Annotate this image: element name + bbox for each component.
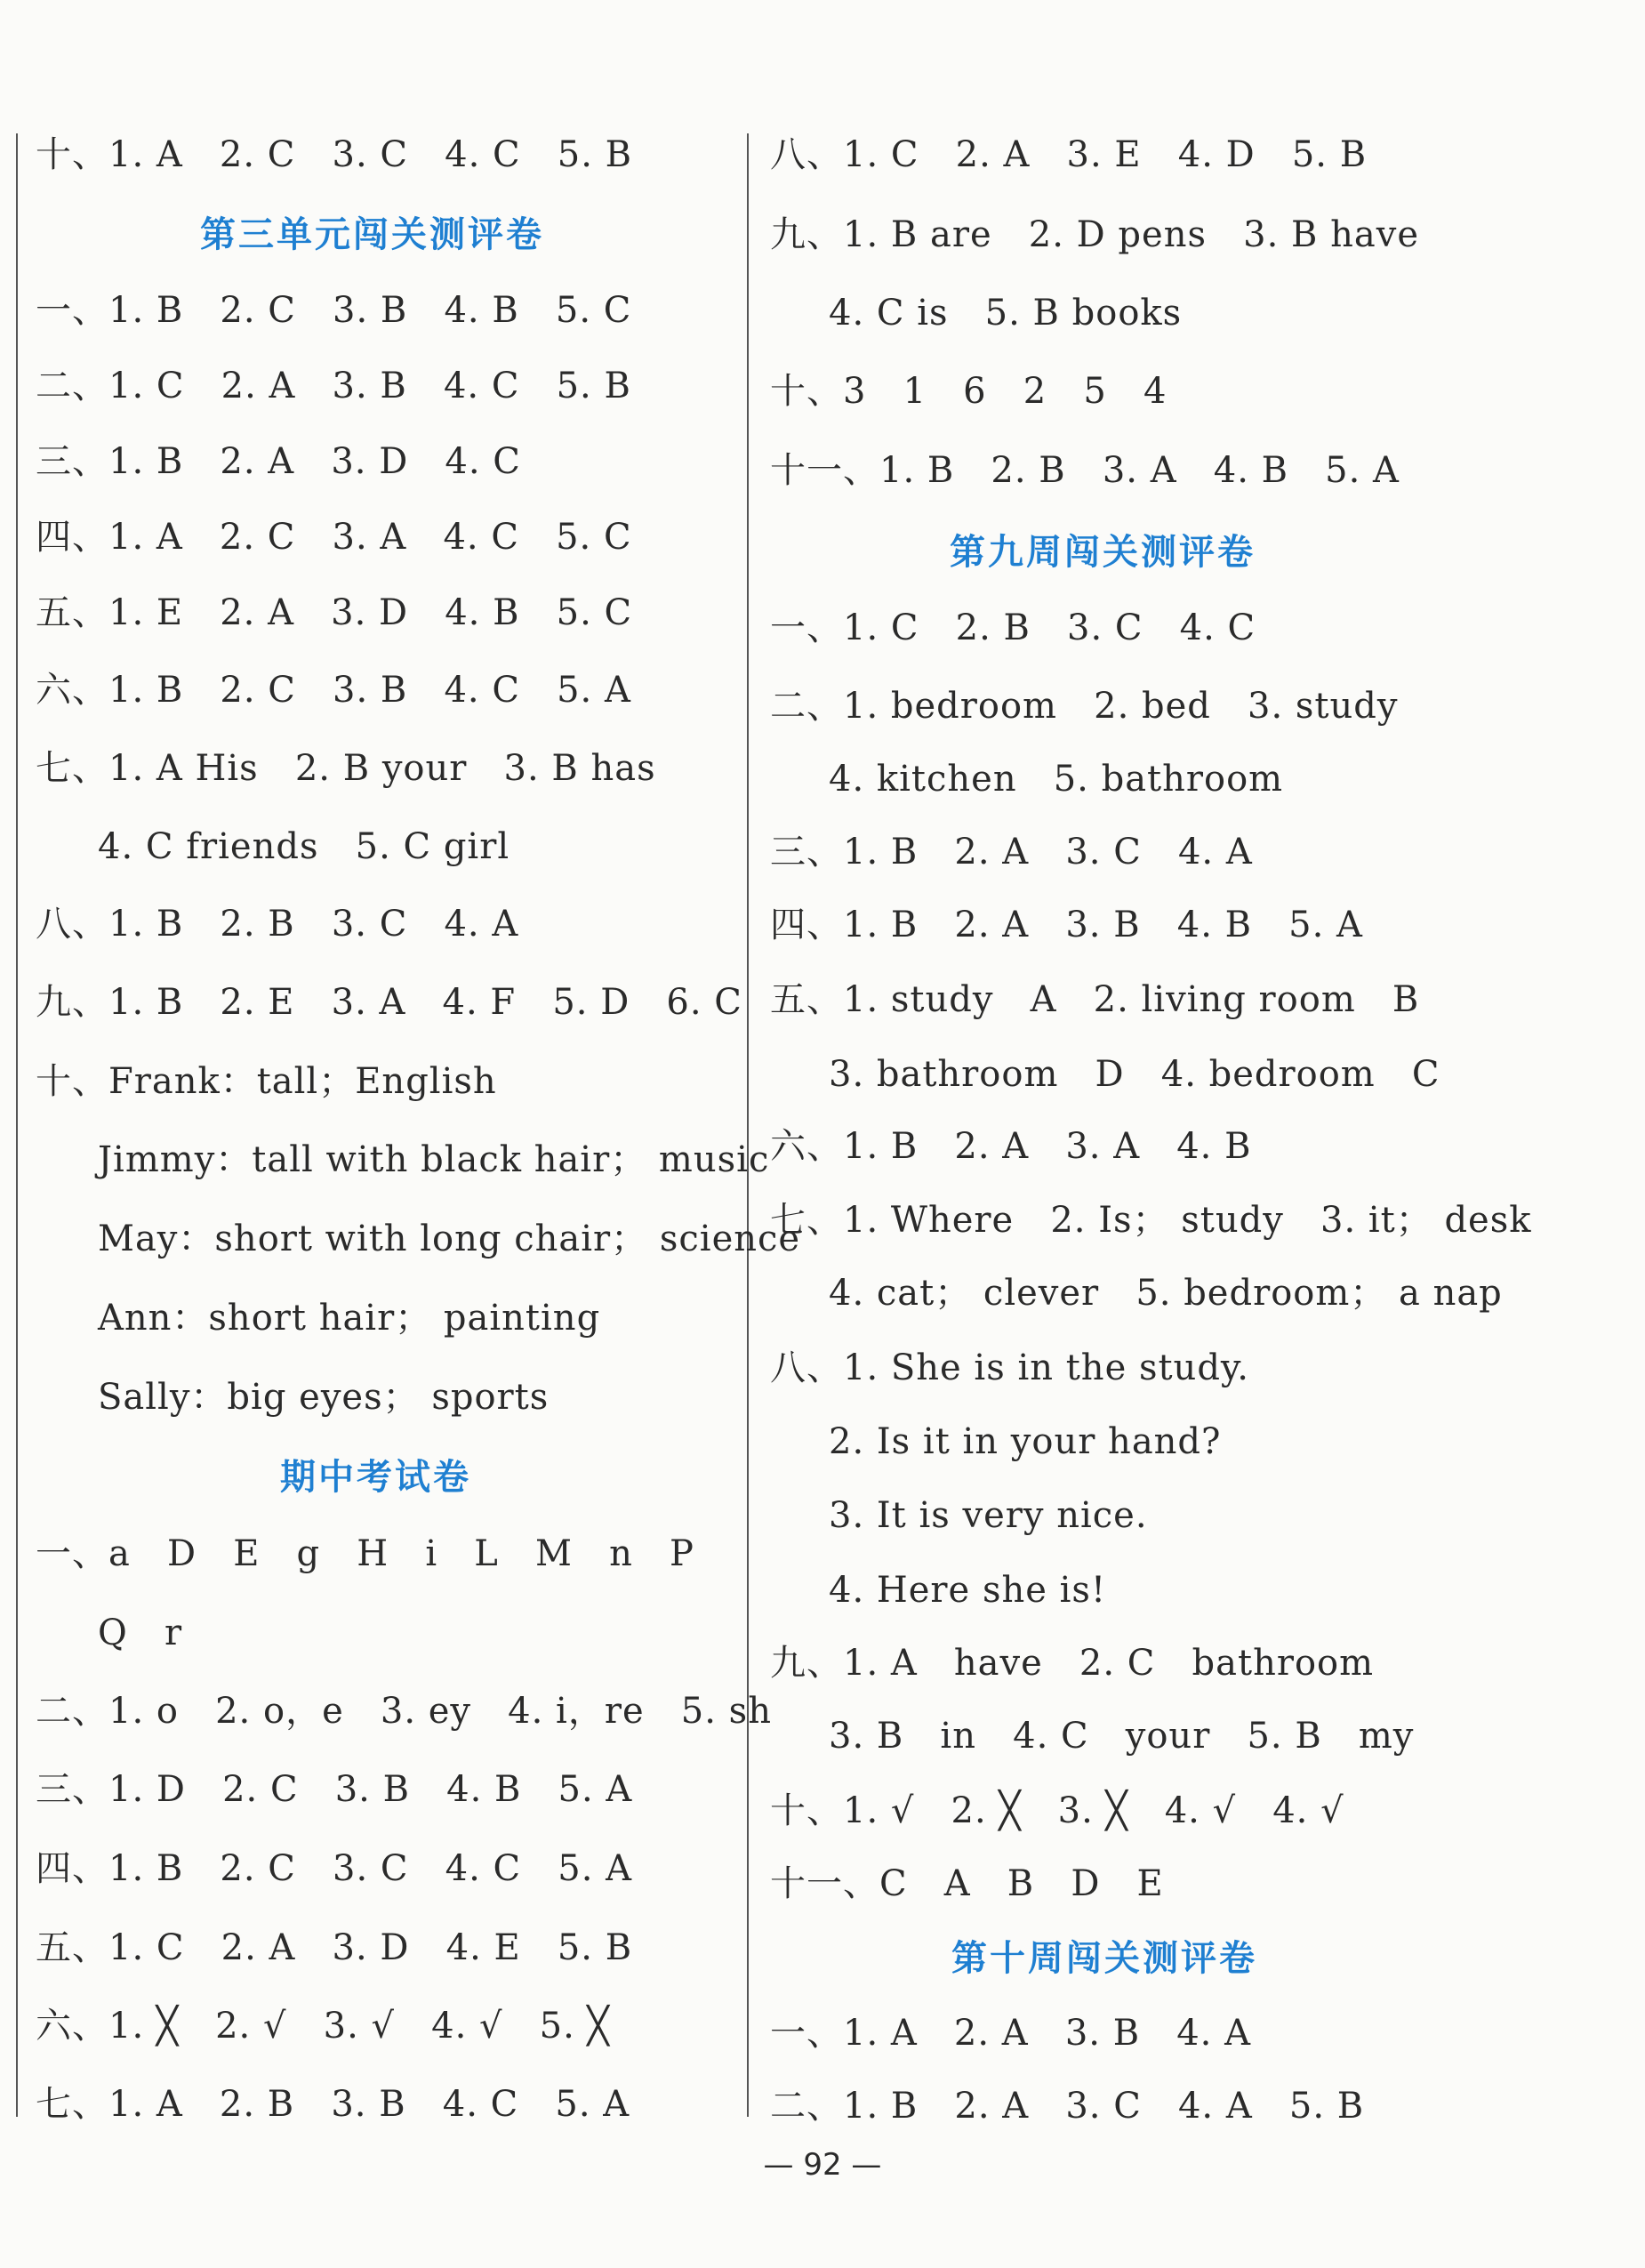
answer-line: 十、1. A 2. C 3. C 4. C 5. B <box>36 134 633 175</box>
answer-line: 4. C friends 5. C girl <box>98 826 510 867</box>
answer-line: 五、1. study A 2. living room B <box>770 979 1420 1020</box>
answer-line: 七、1. Where 2. Is； study 3. it； desk <box>770 1200 1532 1241</box>
answer-line: Ann：short hair； painting <box>98 1298 601 1339</box>
answer-line: 三、1. D 2. C 3. B 4. B 5. A <box>36 1769 633 1810</box>
answer-line: 九、1. B 2. E 3. A 4. F 5. D 6. C <box>36 982 742 1023</box>
answer-line: 4. C is 5. B books <box>829 293 1183 334</box>
answer-line: Q r <box>98 1613 183 1653</box>
answer-line: 4. cat； clever 5. bedroom； a nap <box>829 1273 1503 1314</box>
answer-line: 三、1. B 2. A 3. D 4. C <box>36 441 521 482</box>
section-heading: 第十周闯关测评卷 <box>951 1938 1257 1979</box>
answer-line: 二、1. B 2. A 3. C 4. A 5. B <box>770 2086 1365 2127</box>
answer-line: 3. It is very nice. <box>829 1495 1148 1536</box>
answer-line: 七、1. A 2. B 3. B 4. C 5. A <box>36 2084 630 2125</box>
answer-line: 九、1. A have 2. C bathroom <box>770 1643 1375 1684</box>
section-heading: 第九周闯关测评卷 <box>950 532 1256 573</box>
answer-line: 一、1. C 2. B 3. C 4. C <box>770 607 1256 648</box>
answer-line: 九、1. B are 2. D pens 3. B have <box>770 214 1420 255</box>
answer-line: 四、1. B 2. C 3. C 4. C 5. A <box>36 1848 633 1889</box>
answer-line: 二、1. C 2. A 3. B 4. C 5. B <box>36 366 631 406</box>
answer-line: 二、1. o 2. o，e 3. ey 4. i，re 5. sh <box>36 1691 772 1732</box>
answer-line: 3. bathroom D 4. bedroom C <box>829 1054 1440 1095</box>
answer-line: 二、1. bedroom 2. bed 3. study <box>770 686 1399 727</box>
section-heading: 期中考试卷 <box>280 1457 471 1498</box>
answer-line: Sally：big eyes； sports <box>98 1377 550 1418</box>
answer-line: 八、1. C 2. A 3. E 4. D 5. B <box>770 134 1368 175</box>
answer-line: 八、1. B 2. B 3. C 4. A <box>36 904 519 945</box>
answer-line: 一、a D E g H i L M n P <box>36 1533 694 1574</box>
answer-line: 一、1. B 2. C 3. B 4. B 5. C <box>36 290 632 331</box>
section-heading: 第三单元闯关测评卷 <box>200 214 544 255</box>
answer-line: 十、Frank：tall；English <box>36 1061 497 1102</box>
answer-line: 十、3 1 6 2 5 4 <box>770 371 1168 412</box>
answer-line: 十一、1. B 2. B 3. A 4. B 5. A <box>770 450 1400 491</box>
answer-line: 五、1. C 2. A 3. D 4. E 5. B <box>36 1927 633 1968</box>
answer-line: 3. B in 4. C your 5. B my <box>829 1716 1415 1757</box>
answer-line: 八、1. She is in the study. <box>770 1347 1249 1388</box>
answer-line: Jimmy：tall with black hair； music <box>98 1139 770 1180</box>
answer-line: May：short with long chair； science <box>98 1218 801 1259</box>
answer-line: 六、1. ╳ 2. √ 3. √ 4. √ 5. ╳ <box>36 2006 610 2047</box>
answer-line: 五、1. E 2. A 3. D 4. B 5. C <box>36 592 633 633</box>
center-column-rule <box>747 133 749 2117</box>
answer-line: 十一、C A B D E <box>770 1863 1164 1904</box>
page-number: — 92 — <box>763 2147 882 2183</box>
answer-line: 2. Is it in your hand? <box>829 1421 1222 1462</box>
answer-line: 七、1. A His 2. B your 3. B has <box>36 748 656 789</box>
answer-line: 4. kitchen 5. bathroom <box>829 759 1284 800</box>
left-column-rule <box>16 133 18 2117</box>
answer-line: 六、1. B 2. C 3. B 4. C 5. A <box>36 670 631 711</box>
answer-line: 四、1. B 2. A 3. B 4. B 5. A <box>770 905 1363 945</box>
answer-line: 一、1. A 2. A 3. B 4. A <box>770 2013 1252 2054</box>
answer-line: 三、1. B 2. A 3. C 4. A <box>770 832 1253 873</box>
answer-line: 四、1. A 2. C 3. A 4. C 5. C <box>36 517 632 558</box>
answer-line: 4. Here she is! <box>829 1570 1107 1611</box>
answer-line: 十、1. √ 2. ╳ 3. ╳ 4. √ 4. √ <box>770 1790 1344 1831</box>
answer-line: 六、1. B 2. A 3. A 4. B <box>770 1126 1252 1167</box>
